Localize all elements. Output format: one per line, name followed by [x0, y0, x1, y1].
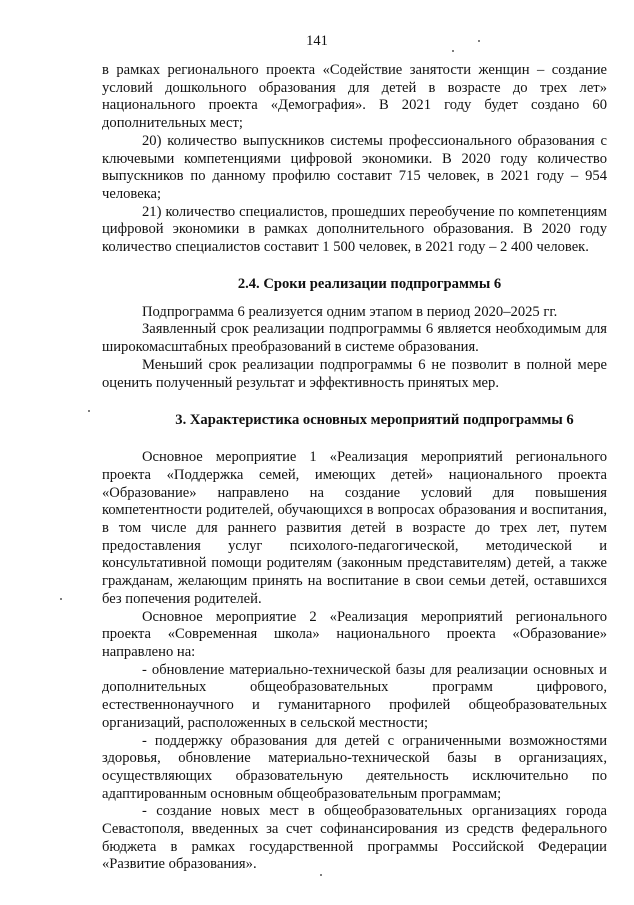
scan-speck — [320, 874, 322, 876]
scan-speck — [88, 410, 90, 412]
page-number: 141 — [306, 33, 328, 49]
scan-speck — [60, 598, 62, 600]
document-body — [102, 62, 607, 874]
section-heading-3: 3. Характеристика основных мероприятий подпрограммы 6 — [175, 412, 574, 429]
scan-speck — [452, 50, 454, 52]
scan-speck — [478, 40, 480, 42]
paragraph-item-20: 20) количество выпускников системы профессионального образования с ключевыми компетенциями цифровой экономики. В 2020 году количество выпускников по данному профилю составит 715 человек, в 2021 году – 954 человека; — [102, 132, 607, 202]
paragraph-main-activity-1: Основное мероприятие 1 «Реализация мероприятий регионального проекта «Поддержка семей, имеющих детей» национального проекта «Образование» направлено на создание условий для повышения компетентности родителей, обучающихся в вопросах образования и воспитания, в том числе для раннего развития детей в возрасте до трех лет, путем предоставления услуг психолого-педагогической, методической и консультативной помощи родителям (законным представителям) детей, а также гражданам, желающим принять на воспитание в свои семьи детей, оставшихся без попечения родителей. — [102, 449, 607, 607]
paragraph-period: Подпрограмма 6 реализуется одним этапом в период 2020–2025 гг. — [142, 303, 558, 320]
paragraph-item-21: 21) количество специалистов, прошедших переобучение по компетенциям цифровой экономики в рамках дополнительного образования. В 2020 году количество специалистов составит 1 500 человек, в 2021 году – 2 400 человек. — [102, 203, 607, 256]
list-item-special-needs: - поддержку образования для детей с ограниченными возможностями здоровья, обновление материально-технической базы в организациях, осуществляющих образовательную деятельность исключительно по адаптированным основным общеобразовательным программам; — [102, 732, 607, 802]
paragraph-main-activity-2: Основное мероприятие 2 «Реализация мероприятий регионального проекта «Современная школа» национального проекта «Образование» направлено на: — [102, 608, 607, 660]
paragraph-women-employment: в рамках регионального проекта «Содействие занятости женщин – создание условий дошкольного образования для детей в возрасте до трех лет» национального проекта «Демография». В 2021 году будет создано 60 дополнительных мест; — [102, 62, 607, 132]
paragraph-declared-term: Заявленный срок реализации подпрограммы 6 является необходимым для широкомасштабных преобразований в системе образования. — [102, 321, 607, 356]
paragraph-shorter-term: Меньший срок реализации подпрограммы 6 не позволит в полной мере оценить полученный результат и эффективность принятых мер. — [102, 356, 607, 391]
list-item-rural-schools: - обновление материально-технической базы для реализации основных и дополнительных общеобразовательных программ цифрового, естественнонаучного и гуманитарного профилей общеобразовательных организаций, расположенных в сельской местности; — [102, 661, 607, 731]
list-item-new-places: - создание новых мест в общеобразовательных организациях города Севастополя, введенных за счет софинансирования из средств федерального бюджета в рамках государственной программы Российской Федерации «Развитие образования». — [102, 803, 607, 873]
section-heading-2-4: 2.4. Сроки реализации подпрограммы 6 — [237, 275, 502, 292]
